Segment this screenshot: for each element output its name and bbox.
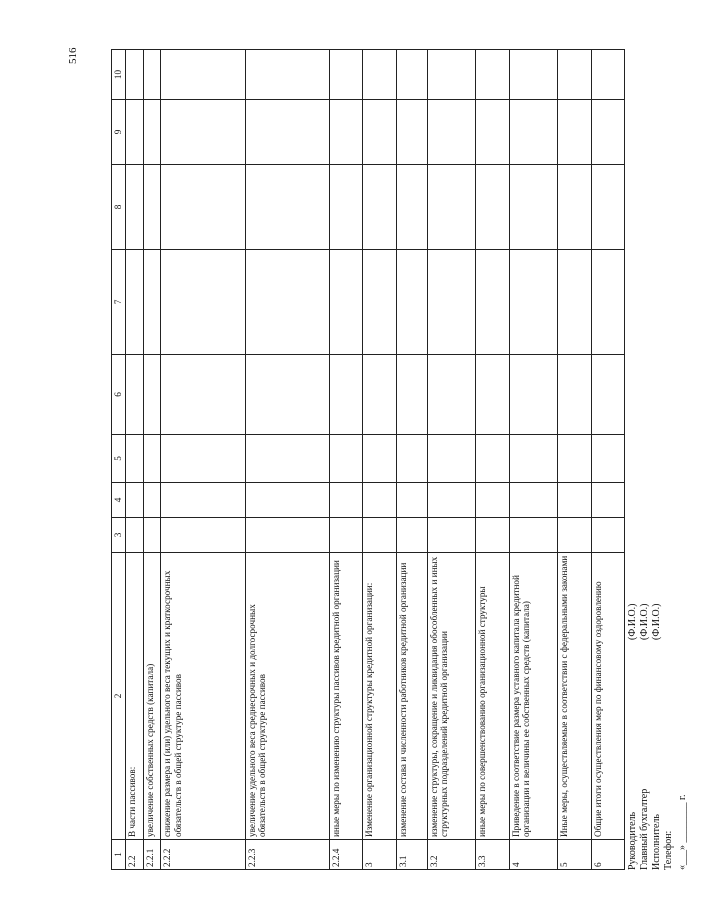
empty-cell [509,100,558,165]
row-text: Иные меры, осуществляемые в соответствии с федеральными законами [558,553,591,840]
empty-cell [591,100,624,165]
col-header-7: 7 [112,250,126,355]
empty-cell [476,518,509,553]
empty-cell [396,435,427,483]
col-header-4: 4 [112,483,126,518]
row-number: 3 [363,840,396,870]
col-header-8: 8 [112,165,126,250]
signature-fio-accountant: (Ф.И.О.) [639,603,650,640]
empty-cell [509,518,558,553]
empty-cell [476,165,509,250]
empty-cell [143,483,161,518]
col-header-5: 5 [112,435,126,483]
row-number: 3.1 [396,840,427,870]
col-header-2: 2 [112,553,126,840]
empty-cell [126,250,144,355]
table-row [396,50,427,870]
empty-cell [509,250,558,355]
row-number: 2.2.1 [143,840,161,870]
signature-role-executor: Исполнитель [651,814,662,870]
empty-cell [396,50,427,100]
empty-cell [558,165,591,250]
empty-cell [396,355,427,435]
empty-cell [126,355,144,435]
empty-cell [591,518,624,553]
row-text: иные меры по совершенствованию организационной структуры [476,553,509,840]
row-number: 3.2 [427,840,476,870]
empty-cell [143,435,161,483]
empty-cell [591,435,624,483]
empty-cell [427,100,476,165]
empty-cell [245,250,329,355]
signature-fio-executor: (Ф.И.О.) [651,603,662,640]
table-row [161,50,245,870]
empty-cell [591,355,624,435]
empty-cell [330,165,363,250]
measures-table [111,49,625,870]
empty-cell [245,50,329,100]
empty-cell [476,483,509,518]
table-row [245,50,329,870]
header-row [112,50,126,870]
row-text: В части пассивов: [126,553,144,840]
row-text: изменение состава и численности работников кредитной организации [396,553,427,840]
rotated-page [67,47,688,870]
empty-cell [330,100,363,165]
empty-cell [558,50,591,100]
date-line: «___» ________ г. [677,794,688,870]
row-number: 2.2.3 [245,840,329,870]
empty-cell [558,518,591,553]
empty-cell [330,518,363,553]
col-header-3: 3 [112,518,126,553]
row-text: Приведение в соответствие размера уставного капитала кредитной организации и величины ее собственных средств (капитала) [509,553,558,840]
empty-cell [126,50,144,100]
empty-cell [363,165,396,250]
empty-cell [143,165,161,250]
table-row [363,50,396,870]
empty-cell [363,355,396,435]
empty-cell [330,435,363,483]
signature-role-accountant: Главный бухгалтер [639,788,650,870]
empty-cell [161,250,245,355]
row-number: 2.2.2 [161,840,245,870]
empty-cell [245,100,329,165]
empty-cell [476,100,509,165]
empty-cell [591,50,624,100]
table-row [509,50,558,870]
empty-cell [396,165,427,250]
row-text: Изменение организационной структуры кредитной организации: [363,553,396,840]
empty-cell [476,355,509,435]
empty-cell [363,100,396,165]
empty-cell [591,250,624,355]
empty-cell [396,483,427,518]
empty-cell [330,483,363,518]
empty-cell [509,165,558,250]
empty-cell [143,100,161,165]
empty-cell [161,518,245,553]
empty-cell [161,50,245,100]
empty-cell [558,355,591,435]
empty-cell [161,435,245,483]
empty-cell [126,518,144,553]
row-text: увеличение удельного веса среднесрочных и долгосрочных обязательств в общей структуре пассивов [245,553,329,840]
table-row [558,50,591,870]
empty-cell [245,435,329,483]
empty-cell [427,355,476,435]
empty-cell [126,435,144,483]
table-row [476,50,509,870]
empty-cell [126,100,144,165]
col-header-6: 6 [112,355,126,435]
empty-cell [427,250,476,355]
empty-cell [591,165,624,250]
signature-block [627,50,717,870]
page-number: 516 [67,47,79,64]
empty-cell [330,355,363,435]
table-row [330,50,363,870]
empty-cell [476,50,509,100]
row-text: Общие итоги осуществления мер по финансовому оздоровлению [591,553,624,840]
empty-cell [427,483,476,518]
empty-cell [330,250,363,355]
empty-cell [245,483,329,518]
empty-cell [161,483,245,518]
empty-cell [591,483,624,518]
col-header-10: 10 [112,50,126,100]
row-number: 2.2.4 [330,840,363,870]
empty-cell [143,50,161,100]
empty-cell [558,100,591,165]
row-number: 5 [558,840,591,870]
empty-cell [427,435,476,483]
empty-cell [161,165,245,250]
empty-cell [427,165,476,250]
empty-cell [396,518,427,553]
table-row [126,50,144,870]
empty-cell [427,518,476,553]
table-row [427,50,476,870]
empty-cell [143,250,161,355]
empty-cell [476,435,509,483]
empty-cell [330,50,363,100]
empty-cell [161,100,245,165]
row-number: 4 [509,840,558,870]
empty-cell [363,518,396,553]
empty-cell [509,355,558,435]
row-text: снижение размера и (или) удельного веса текущих и краткосрочных обязательств в общей структуре пассивов [161,553,245,840]
row-number: 6 [591,840,624,870]
empty-cell [363,250,396,355]
signature-fio-head: (Ф.И.О.) [627,603,638,640]
empty-cell [245,355,329,435]
row-text: увеличение собственных средств (капитала) [143,553,161,840]
empty-cell [509,483,558,518]
empty-cell [126,165,144,250]
empty-cell [509,50,558,100]
row-number: 3.3 [476,840,509,870]
table-row [591,50,624,870]
row-text: иные меры по изменению структуры пассивов кредитной организации [330,553,363,840]
col-header-9: 9 [112,100,126,165]
empty-cell [396,250,427,355]
empty-cell [363,483,396,518]
empty-cell [143,518,161,553]
empty-cell [245,518,329,553]
col-header-1: 1 [112,840,126,870]
empty-cell [143,355,161,435]
row-text: изменение структуры, сокращение и ликвидация обособленных и иных структурных подразделений кредитной организации [427,553,476,840]
empty-cell [126,483,144,518]
empty-cell [558,435,591,483]
empty-cell [245,165,329,250]
empty-cell [509,435,558,483]
row-number: 2.2 [126,840,144,870]
empty-cell [558,483,591,518]
empty-cell [396,100,427,165]
empty-cell [427,50,476,100]
empty-cell [363,50,396,100]
empty-cell [363,435,396,483]
phone-label: Телефон: [663,830,674,870]
table-row [143,50,161,870]
empty-cell [476,250,509,355]
signature-role-head: Руководитель [627,811,638,870]
empty-cell [161,355,245,435]
empty-cell [558,250,591,355]
